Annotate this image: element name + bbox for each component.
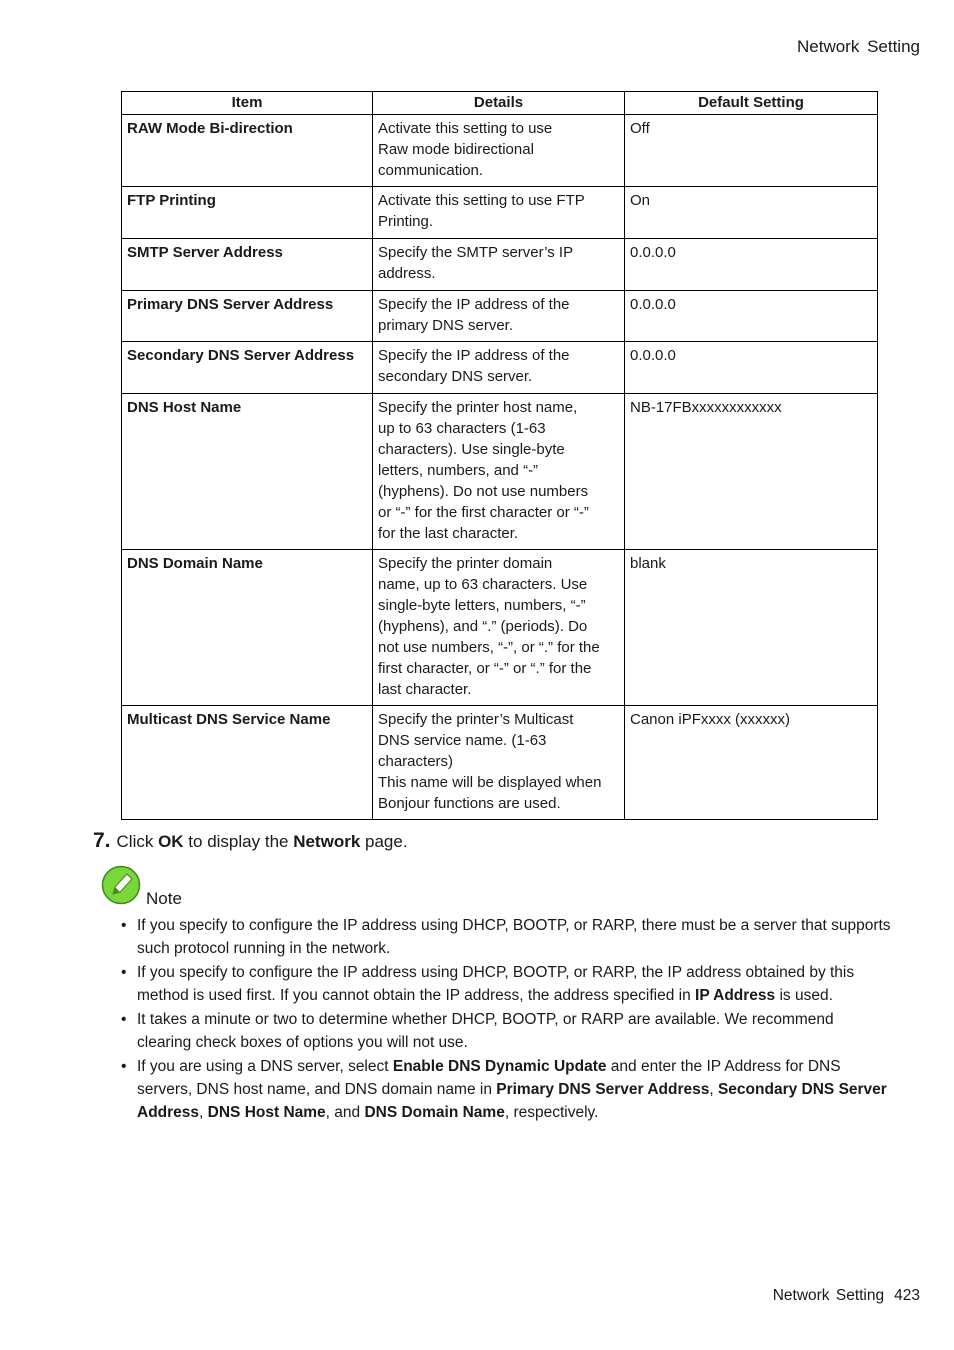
row-details: Specify the printer’s Multicast DNS service name. (1-63 characters) This name will be displayed when Bonjour functions are used. <box>373 706 625 820</box>
table-row <box>122 706 878 820</box>
table-row <box>122 291 878 342</box>
note-text: , <box>709 1081 718 1098</box>
row-default: 0.0.0.0 <box>625 291 878 342</box>
page-footer <box>773 1287 920 1305</box>
row-item: SMTP Server Address <box>122 239 373 291</box>
row-default: On <box>625 187 878 239</box>
note-text: is used. <box>775 987 833 1004</box>
column-header-item: Item <box>122 92 373 115</box>
note-pencil-icon <box>101 865 141 905</box>
step-7-instruction <box>93 829 408 854</box>
row-default: Off <box>625 115 878 187</box>
row-item: Primary DNS Server Address <box>122 291 373 342</box>
table-row <box>122 187 878 239</box>
step-text: Click <box>116 832 159 851</box>
row-details: Specify the IP address of the secondary DNS server. <box>373 342 625 394</box>
row-item: Multicast DNS Service Name <box>122 706 373 820</box>
row-item: Secondary DNS Server Address <box>122 342 373 394</box>
table-row <box>122 394 878 550</box>
row-item: FTP Printing <box>122 187 373 239</box>
row-details: Specify the printer host name, up to 63 characters (1-63 characters). Use single-byte letters, numbers, and “-” (hyphens). Do not use numbers or “-” for the first character or “-” for the last character. <box>373 394 625 550</box>
note-bold-term: DNS Host Name <box>207 1104 326 1121</box>
row-item: DNS Domain Name <box>122 550 373 706</box>
note-list <box>121 914 891 1125</box>
note-text: If you specify to configure the IP address using DHCP, BOOTP, or RARP, there must be a server that supports such protocol running in the network. <box>137 917 891 957</box>
row-default: NB-17FBxxxxxxxxxxxx <box>625 394 878 550</box>
row-details: Activate this setting to use Raw mode bidirectional communication. <box>373 115 625 187</box>
row-item: DNS Host Name <box>122 394 373 550</box>
list-item <box>121 961 891 1007</box>
row-details: Specify the SMTP server’s IP address. <box>373 239 625 291</box>
table-header-row <box>122 92 878 115</box>
row-default: Canon iPFxxxx (xxxxxx) <box>625 706 878 820</box>
list-item <box>121 1008 891 1054</box>
page-header-title: Network Setting <box>797 37 920 56</box>
note-bold-term: Primary DNS Server Address <box>496 1081 710 1098</box>
row-default: 0.0.0.0 <box>625 342 878 394</box>
note-text: , and <box>325 1104 365 1121</box>
note-bold-term: IP Address <box>695 987 776 1004</box>
row-item: RAW Mode Bi-direction <box>122 115 373 187</box>
step-text: to display the <box>183 832 294 851</box>
note-text: If you are using a DNS server, select <box>137 1058 393 1075</box>
page-number: 423 <box>894 1287 920 1304</box>
row-default: 0.0.0.0 <box>625 239 878 291</box>
row-details: Specify the printer domain name, up to 63 characters. Use single-byte letters, numbers, “-” (hyphens), and “.” (periods). Do not use numbers, “-”, or “.” for the first character, or “-” or “.” for the last character. <box>373 550 625 706</box>
note-bold-term: Secondary DNS Server Address <box>137 1081 887 1121</box>
step-text: page. <box>360 832 408 851</box>
list-item <box>121 914 891 960</box>
note-label: Note <box>146 889 182 908</box>
table-row <box>122 550 878 706</box>
table-row <box>122 115 878 187</box>
footer-section-title: Network Setting <box>772 1287 885 1304</box>
note-text: and enter the IP Address for DNS servers, DNS host name, and DNS domain name in <box>137 1058 841 1098</box>
row-default: blank <box>625 550 878 706</box>
column-header-details: Details <box>373 92 625 115</box>
table-row <box>122 239 878 291</box>
row-details: Activate this setting to use FTP Printing. <box>373 187 625 239</box>
note-text: It takes a minute or two to determine whether DHCP, BOOTP, or RARP are available. We recommend clearing check boxes of options you will not use. <box>137 1011 834 1051</box>
note-bold-term: Enable DNS Dynamic Update <box>392 1058 607 1075</box>
note-text: , respectively. <box>504 1104 599 1121</box>
step-number: 7. <box>93 829 111 852</box>
table-row <box>122 342 878 394</box>
note-bold-term: DNS Domain Name <box>364 1104 505 1121</box>
settings-table <box>121 91 878 820</box>
ok-button-reference: OK <box>158 832 184 851</box>
note-text: , <box>199 1104 208 1121</box>
network-page-reference: Network <box>293 832 361 851</box>
note-text: If you specify to configure the IP address using DHCP, BOOTP, or RARP, the IP address obtained by this method is used first. If you cannot obtain the IP address, the address specified in <box>137 964 855 1004</box>
list-item <box>121 1055 891 1124</box>
row-details: Specify the IP address of the primary DNS server. <box>373 291 625 342</box>
column-header-default-setting: Default Setting <box>625 92 878 115</box>
